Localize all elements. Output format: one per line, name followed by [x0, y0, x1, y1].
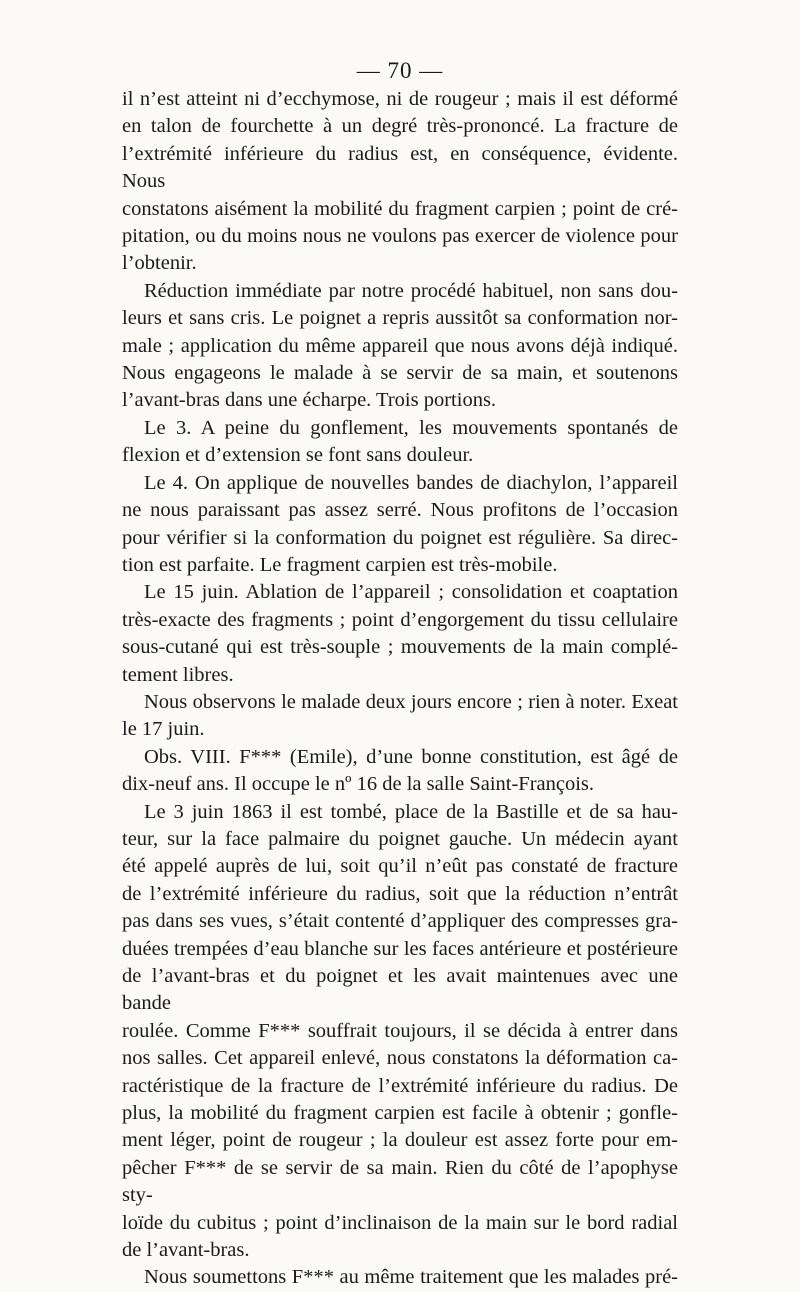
text-line: Le 15 juin. Ablation de l’appareil ; consolidation et coaptation — [144, 581, 678, 604]
text-line: de l’avant-bras. — [122, 1239, 250, 1262]
text-line: pas dans ses vues, s’était contenté d’appliquer des compresses gra- — [122, 910, 678, 933]
text-line: été appelé auprès de lui, soit qu’il n’eût pas constaté de fracture — [122, 855, 678, 878]
text-line: Obs. VIII. F*** (Emile), d’une bonne constitution, est âgé de — [144, 745, 678, 768]
text-line: Nous soumettons F*** au même traitement que les malades pré- — [144, 1266, 678, 1289]
text-line: l’extrémité inférieure du radius est, en conséquence, évidente. Nous — [122, 142, 678, 193]
text-line: le 17 juin. — [122, 718, 205, 741]
text-line: pitation, ou du moins nous ne voulons pas exercer de violence pour — [122, 225, 678, 248]
text-line: flexion et d’extension se font sans douleur. — [122, 444, 474, 467]
text-line: ractéristique de la fracture de l’extrémité inférieure du radius. De — [122, 1074, 678, 1097]
text-line: sous-cutané qui est très-souple ; mouvements de la main complé- — [122, 636, 678, 659]
text-line: roulée. Comme F*** souffrait toujours, il se décida à entrer dans — [122, 1019, 678, 1042]
text-line: il n’est atteint ni d’ecchymose, ni de rougeur ; mais il est déformé — [122, 88, 678, 110]
text-line: dix-neuf ans. Il occupe le nº 16 de la salle Saint-François. — [122, 773, 595, 796]
text-line: tion est parfaite. Le fragment carpien est très-mobile. — [122, 553, 558, 576]
text-line: pêcher F*** de se servir de sa main. Rien du côté de l’apophyse sty- — [122, 1156, 678, 1207]
text-line: Réduction immédiate par notre procédé habituel, non sans dou- — [144, 279, 678, 302]
text-line: de l’avant-bras et du poignet et les avait maintenues avec une bande — [122, 965, 678, 1015]
text-line: loïde du cubitus ; point d’inclinaison de la main sur le bord radial — [122, 1211, 678, 1234]
text-line: Nous observons le malade deux jours encore ; rien à noter. Exeat — [144, 690, 678, 713]
page-number: — 70 — — [356, 58, 444, 83]
text-line: pour vérifier si la conformation du poignet est régulière. Sa direc- — [122, 526, 678, 549]
text-line: ment léger, point de rougeur ; la douleur est assez forte pour em- — [122, 1129, 678, 1152]
text-line: Le 3. A peine du gonflement, les mouvements spontanés de — [144, 416, 678, 439]
text-line: duées trempées d’eau blanche sur les faces antérieure et postérieure — [122, 937, 678, 960]
text-line: Le 3 juin 1863 il est tombé, place de la Bastille et de sa hau- — [144, 800, 678, 823]
text-line: tement libres. — [122, 663, 234, 686]
text-line: teur, sur la face palmaire du poignet gauche. Un médecin ayant — [122, 827, 678, 850]
text-line: male ; application du même appareil que nous avons déjà indiqué. — [122, 334, 678, 357]
text-line: nos salles. Cet appareil enlevé, nous constatons la déformation ca- — [122, 1047, 678, 1070]
text-line: de l’extrémité inférieure du radius, soit que la réduction n’entrât — [122, 882, 678, 905]
text-line: leurs et sans cris. Le poignet a repris aussitôt sa conformation nor- — [122, 307, 678, 330]
text-line: l’obtenir. — [122, 252, 197, 275]
text-line: ne nous paraissant pas assez serré. Nous profitons de l’occasion — [122, 499, 678, 522]
body-text — [122, 86, 678, 1292]
text-line: l’avant-bras dans une écharpe. Trois portions. — [122, 389, 497, 412]
text-line: Le 4. On applique de nouvelles bandes de diachylon, l’appareil — [144, 471, 678, 494]
text-line: Nous engageons le malade à se servir de sa main, et soutenons — [122, 362, 678, 385]
text-line: plus, la mobilité du fragment carpien est facile à obtenir ; gonfle- — [122, 1102, 678, 1125]
text-line: très-exacte des fragments ; point d’engorgement du tissu cellulaire — [122, 608, 678, 631]
text-line: constatons aisément la mobilité du fragment carpien ; point de cré- — [122, 197, 678, 220]
text-line: en talon de fourchette à un degré très-prononcé. La fracture de — [122, 115, 678, 138]
